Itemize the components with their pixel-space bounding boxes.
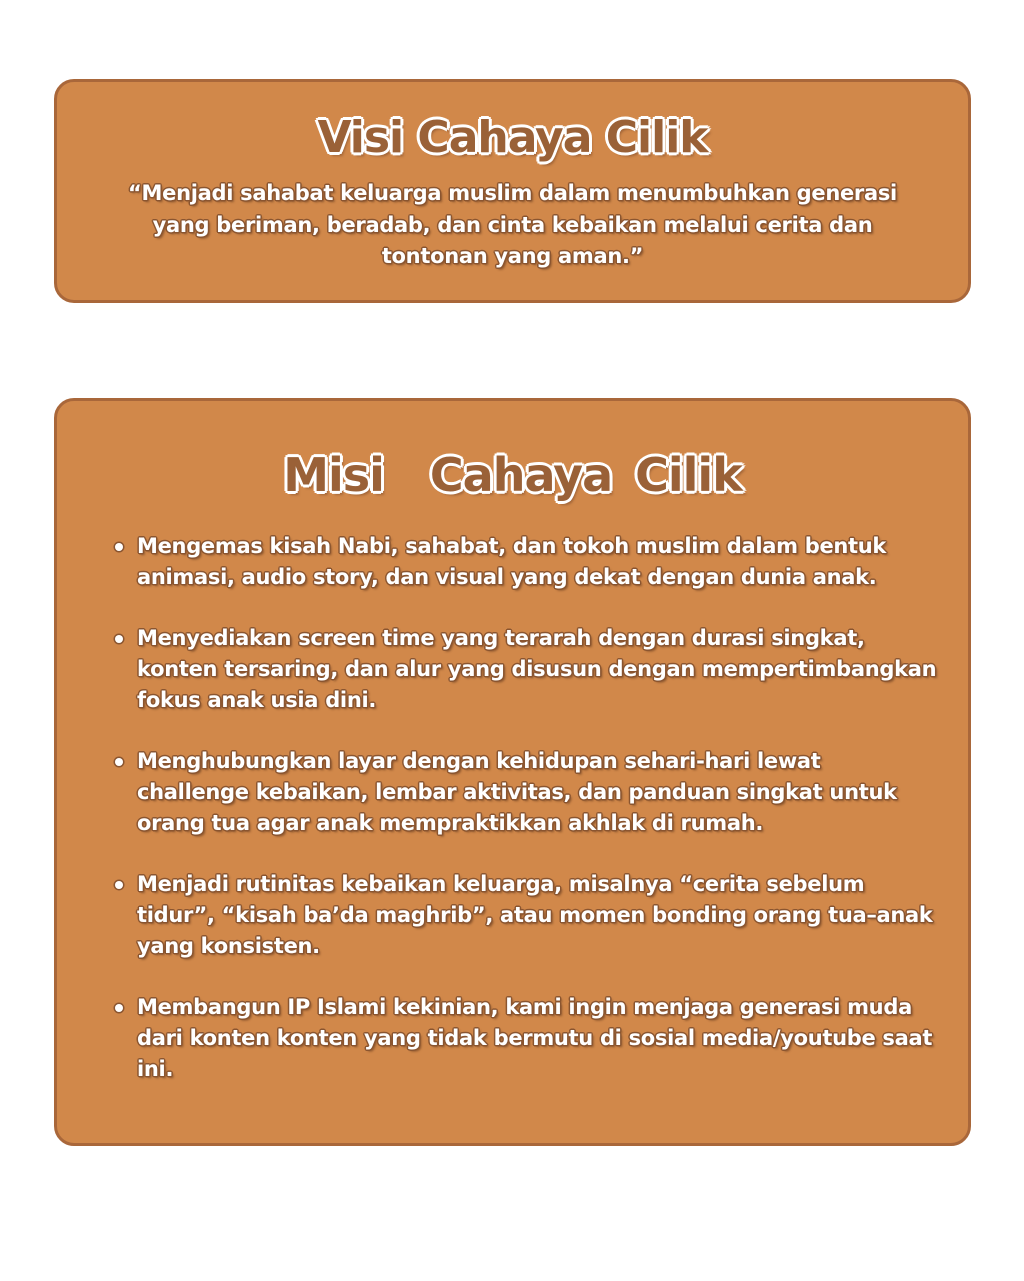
mission-title: Misi Cahaya Cilik xyxy=(283,448,742,502)
bullet-icon xyxy=(115,635,123,643)
vision-card xyxy=(54,79,971,303)
mission-item xyxy=(137,869,938,962)
mission-item xyxy=(137,531,938,593)
mission-card xyxy=(54,398,971,1146)
bullet-icon xyxy=(115,1004,123,1012)
vision-title: Visi Cahaya Cilik xyxy=(317,112,708,163)
mission-item-text: Menyediakan screen time yang terarah dengan durasi singkat, konten tersaring, dan alur yang disusun dengan mempertimbangkan fokus anak usia dini. xyxy=(137,626,937,712)
mission-item xyxy=(137,623,938,716)
vision-quote: “Menjadi sahabat keluarga muslim dalam menumbuhkan generasi yang beriman, beradab, dan cinta kebaikan melalui cerita dan tontonan yang aman.” xyxy=(128,181,897,268)
mission-item xyxy=(137,746,938,839)
mission-item xyxy=(137,992,938,1085)
mission-item-text: Membangun IP Islami kekinian, kami ingin menjaga generasi muda dari konten konten yang tidak bermutu di sosial media/youtube saat ini. xyxy=(137,995,933,1081)
bullet-icon xyxy=(115,881,123,889)
mission-item-text: Menjadi rutinitas kebaikan keluarga, misalnya “cerita sebelum tidur”, “kisah ba’da maghrib”, atau momen bonding orang tua–anak yang konsisten. xyxy=(137,872,933,958)
bullet-icon xyxy=(115,543,123,551)
bullet-icon xyxy=(115,758,123,766)
mission-item-text: Menghubungkan layar dengan kehidupan sehari-hari lewat challenge kebaikan, lembar aktivitas, dan panduan singkat untuk orang tua agar anak mempraktikkan akhlak di rumah. xyxy=(137,749,897,835)
mission-item-text: Mengemas kisah Nabi, sahabat, dan tokoh muslim dalam bentuk animasi, audio story, dan visual yang dekat dengan dunia anak. xyxy=(137,534,887,589)
mission-list xyxy=(57,531,968,1085)
